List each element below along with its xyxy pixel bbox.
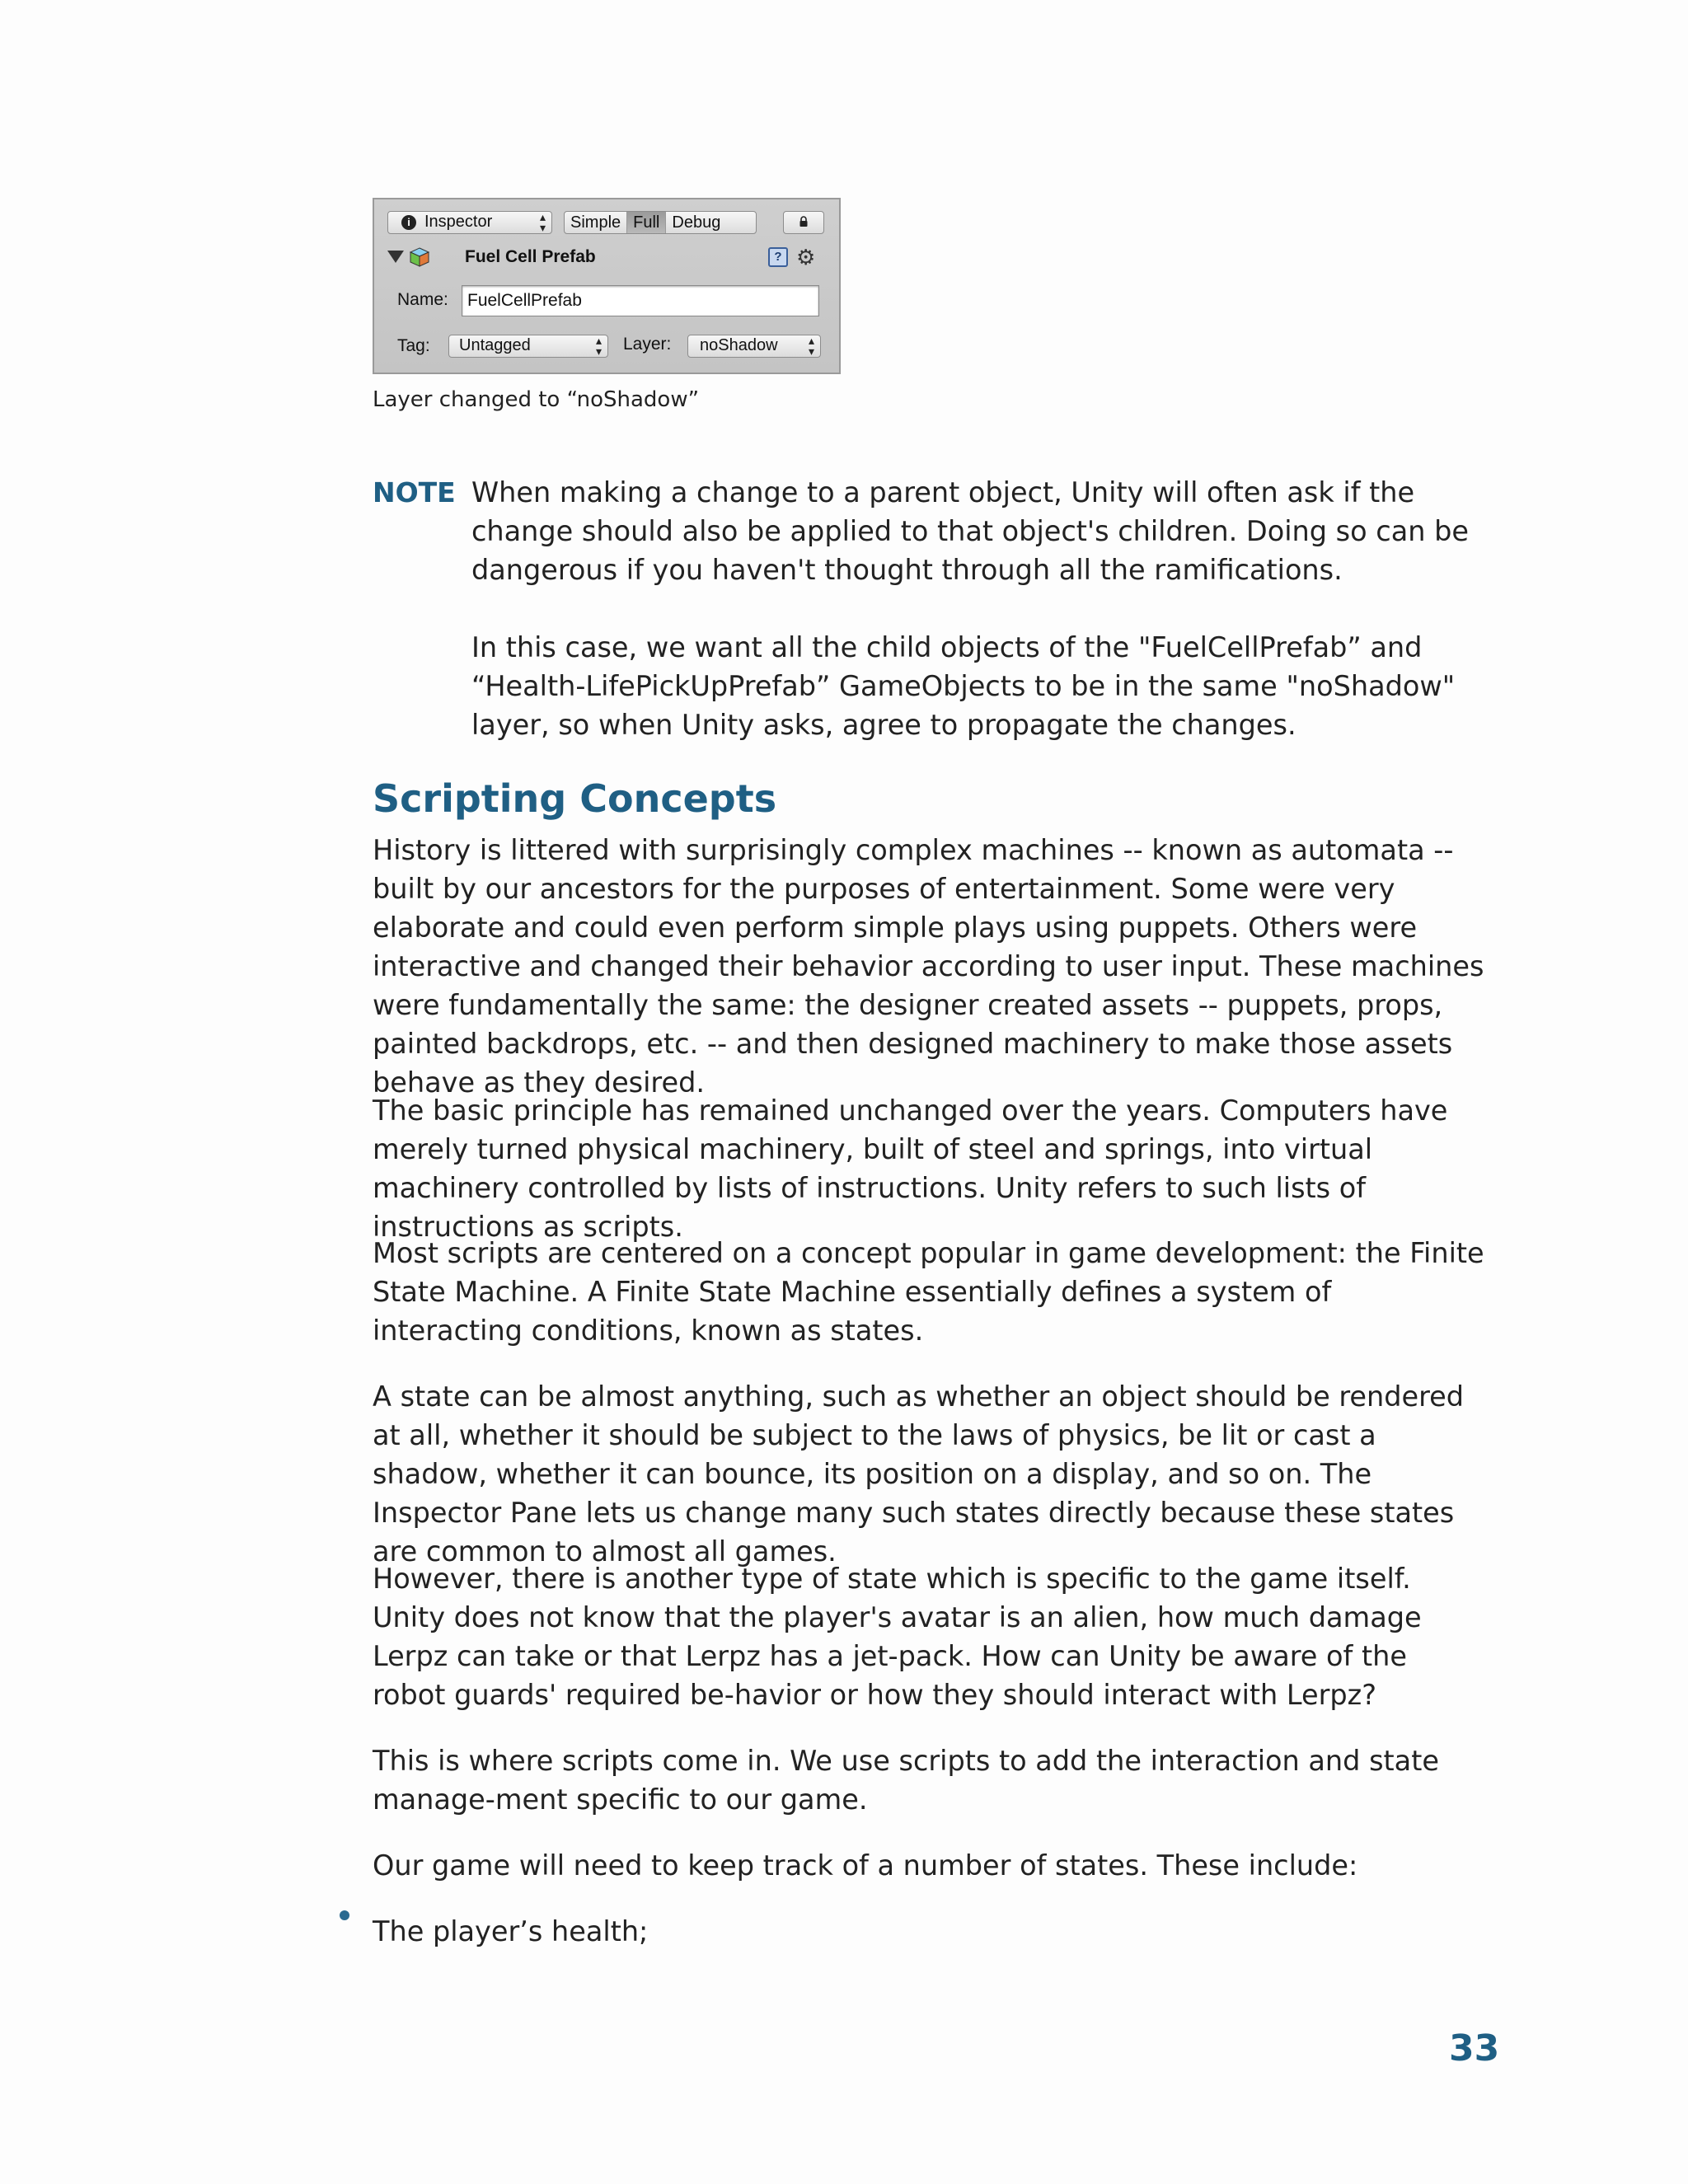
mode-debug-button[interactable]: Debug — [672, 213, 721, 232]
section-heading: Scripting Concepts — [373, 776, 777, 821]
inspector-dropdown[interactable] — [387, 211, 552, 234]
bullet-icon — [340, 1910, 349, 1920]
tag-select-value: Untagged — [459, 336, 531, 354]
note-paragraph: When making a change to a parent object, Unity will often ask if the change should also be applied to that object's children. Doing so can be dangerous if you haven't thought through all the ramifications. — [471, 476, 1469, 586]
layer-label: Layer: — [623, 335, 672, 354]
figure-caption: Layer changed to “noShadow” — [373, 387, 700, 412]
lock-button[interactable] — [783, 211, 824, 234]
name-label: Name: — [397, 290, 448, 309]
help-icon[interactable]: ? — [768, 247, 788, 267]
updown-arrows-icon: ▴ ▾ — [539, 210, 545, 234]
info-icon: i — [401, 215, 416, 230]
tag-select[interactable] — [448, 335, 608, 358]
gear-icon[interactable]: ⚙ — [796, 245, 816, 269]
inspector-dropdown-label: Inspector — [424, 213, 493, 231]
body-paragraph: However, there is another type of state which is specific to the game itself. Unity does not know that the player's avatar is an alien, how much damage Lerpz can take or that Lerpz has a jet-pack. How can Unity be aware of the robot guards' required be-havior or how they should interact with Lerpz? — [373, 1563, 1422, 1711]
tag-label: Tag: — [397, 336, 430, 355]
body-paragraph: This is where scripts come in. We use scripts to add the interaction and state manage-ment specific to our game. — [373, 1745, 1439, 1816]
layer-select-value: noShadow — [700, 336, 778, 354]
updown-arrows-icon: ▴ ▾ — [808, 334, 814, 358]
foldout-triangle-icon[interactable] — [387, 251, 404, 263]
inspector-panel-screenshot — [373, 198, 841, 374]
inspector-mode-toggle — [564, 211, 757, 234]
note-paragraph: In this case, we want all the child objects of the "FuelCellPrefab” and “Health-LifePickUpPrefab” GameObjects to be in the same "noShadow" layer, so when Unity asks, agree to propagate the changes. — [471, 631, 1456, 741]
note-label: NOTE — [373, 476, 456, 509]
page-number: 33 — [1449, 2027, 1500, 2069]
body-paragraph: Our game will need to keep track of a number of states. These include: — [373, 1849, 1358, 1882]
layer-select[interactable] — [687, 335, 821, 358]
list-item: The player’s health; — [373, 1915, 649, 1947]
body-paragraph: Most scripts are centered on a concept popular in game development: the Finite State Machine. A Finite State Machine essentially defines a system of interacting conditions, known as states. — [373, 1237, 1484, 1347]
object-title: Fuel Cell Prefab — [465, 247, 596, 266]
updown-arrows-icon: ▴ ▾ — [595, 334, 601, 358]
body-paragraph: The basic principle has remained unchanged over the years. Computers have merely turned physical machinery, built of steel and springs, into virtual machinery controlled by lists of instructions. Unity refers to such lists of instructions as scripts. — [373, 1094, 1448, 1243]
prefab-cube-icon — [409, 246, 430, 268]
name-input[interactable]: FuelCellPrefab — [462, 285, 819, 316]
body-paragraph: A state can be almost anything, such as whether an object should be rendered at all, whether it should be subject to the laws of physics, be lit or cast a shadow, whether it can bounce, its position on a display, and so on. The Inspector Pane lets us change many such states directly because these states are common to almost all games. — [373, 1380, 1465, 1568]
lock-icon — [798, 216, 809, 227]
mode-full-button[interactable]: Full — [627, 212, 666, 233]
mode-simple-button[interactable]: Simple — [565, 212, 627, 233]
body-paragraph: History is littered with surprisingly complex machines -- known as automata -- built by our ancestors for the purposes of entertainment. Some were very elaborate and could even perform simple plays using puppets. Others were interactive and changed their behavior according to user input. These machines were fundamentally the same: the designer created assets -- puppets, props, painted backdrops, etc. -- and then designed machinery to make those assets behave as they desired. — [373, 834, 1484, 1099]
